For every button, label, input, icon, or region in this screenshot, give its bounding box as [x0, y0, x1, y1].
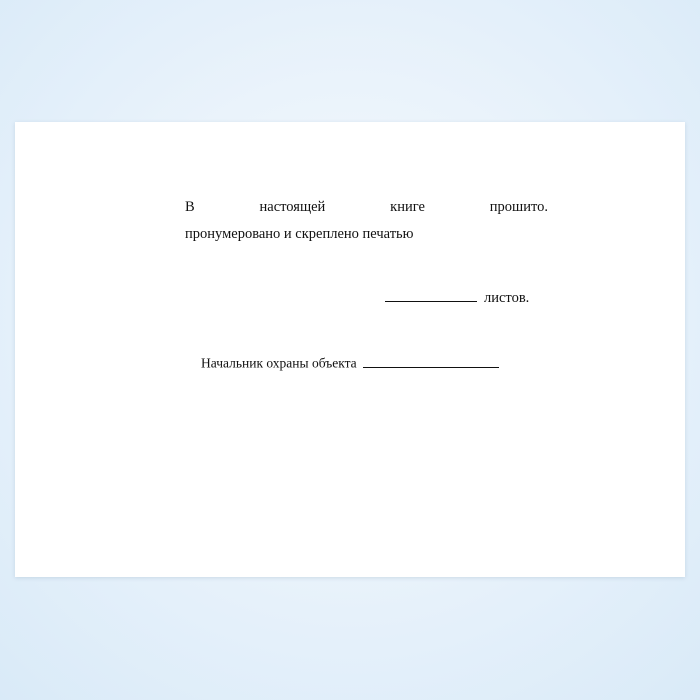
sheet-count-label: листов. — [484, 290, 530, 307]
signature-line — [201, 355, 585, 371]
statement-line-2: пронумеровано и скреплено печатью — [185, 226, 414, 243]
document-text-block — [185, 200, 585, 372]
statement-line-1: В настоящей книге прошито. — [185, 199, 548, 215]
signature-blank[interactable] — [363, 355, 499, 367]
signature-label: Начальник охраны объекта — [201, 355, 357, 371]
sheet-count-blank[interactable] — [385, 289, 477, 302]
document-sheet — [15, 122, 685, 577]
sheet-count-line — [385, 289, 585, 307]
